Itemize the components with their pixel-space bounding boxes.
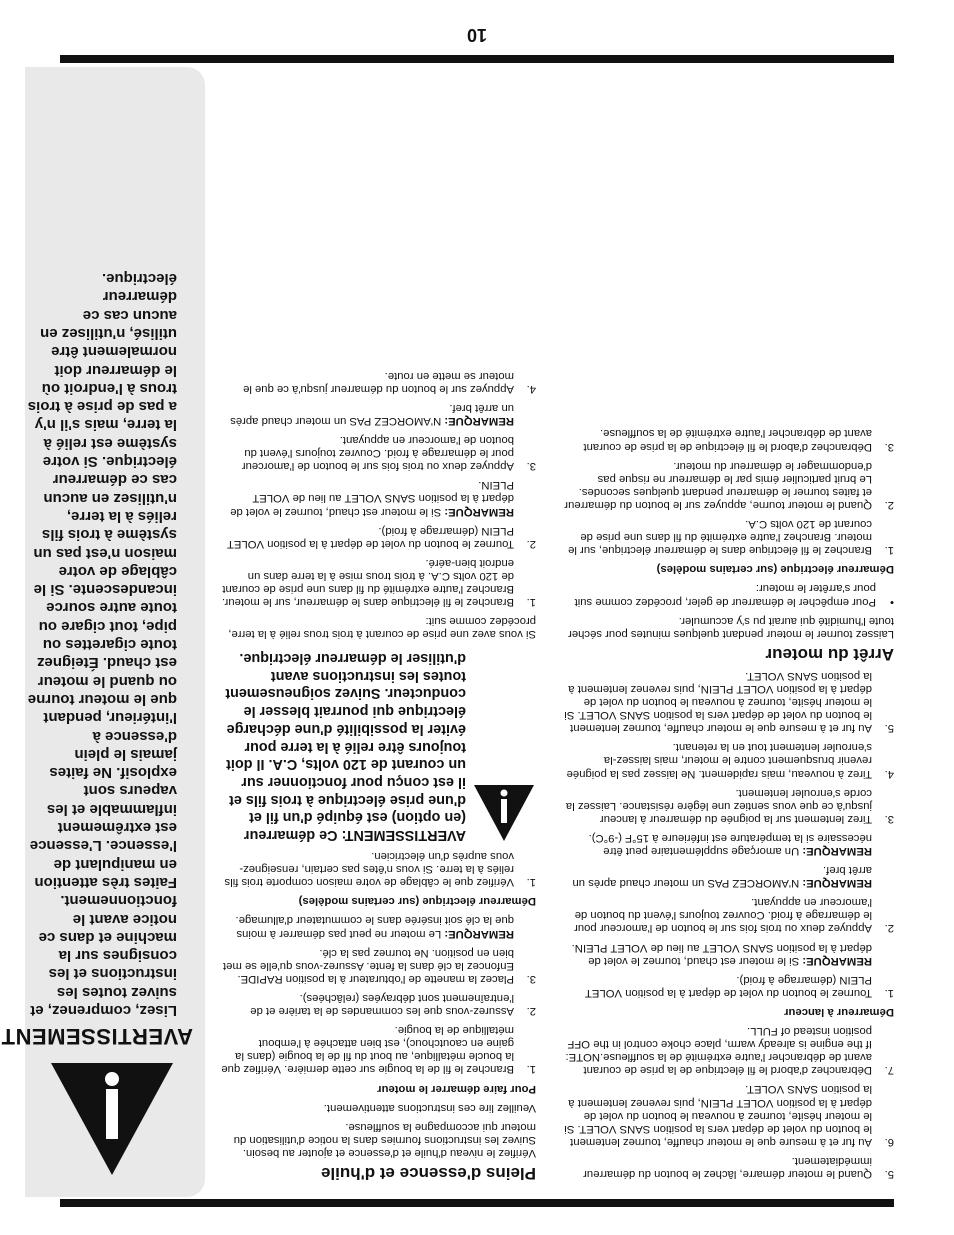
remark: REMARQUE: Si le moteur est chaud, tournez le volet de départ à la position SANS VOLET au lieu de VOLET PLEIN. [230, 479, 514, 518]
section-heading-stop: Arrêt du moteur [765, 644, 894, 664]
start-heading: Pour faire démarrer le moteur [377, 1082, 536, 1095]
list-item: 1. Branchez le fil de la bougie sur cette dernière. Vérifiez que la boucle métallique, au bout du fil de la bougie (dans la gaine en caoutchouc), est bien attachée à l'embout métallique de la bougie. [221, 1024, 536, 1076]
list-item: 4. Tirez à nouveau, mais rapidement. Ne laissez pas la poignée revenir brusquement contre le moteur, mais laissez-la s'enrouler lentement tout en la retenant. [566, 741, 894, 780]
list-item: 3. Tirez lentement sur la poignée du démarreur à lanceur jusqu'à ce que vous sentiez une légère résistance. Laissez la corde s'enrouler lentement. [565, 786, 894, 825]
list-item: 4. Appuyez sur le bouton du démarreur jusqu'à ce que le moteur se mette en route. [243, 369, 536, 395]
page-number: 10 [466, 25, 488, 45]
inline-warning: AVERTISSEMENT: Ce démarreur (en option) est équipé d'un fil et d'une prise électrique à trois fils et il est conçu pour fonctionner sur un courant de 120 volts, C.A. Il doit toujours être relié à la terre pour éviter la possibilité d'une décharge électrique qui pourrait blesser le conducteur. Suivez soigneusement toutes les instructions avant d'utiliser le démarreur électrique. [221, 648, 536, 843]
warning-triangle-icon [47, 1059, 177, 1179]
list-item: 2. Quand le moteur tourne, appuyez sur le bouton du démarreur et faites tourner le démarreur pendant quelques secondes. Le bruit particulier émis par le démarreur ne risque pas d'endommager le démarreur du moteur. [564, 459, 894, 511]
content-column-right [221, 363, 536, 1183]
content-column-left [564, 420, 894, 1180]
warning-title: AVERTISSEMENT [1, 1024, 193, 1049]
fuel-intro: Vérifiez le niveau d'huile et d'essence et ajouter au besoin. Suivez les instructions fournies dans la notice d'utilisation du moteur qui accompagne la souffleuse. [233, 1120, 536, 1159]
list-item: 6. Au fur et à mesure que le moteur chauffe, tournez lentement le bouton du volet de départ vers la position SANS VOLET. Si le moteur hésite, tournez à nouveau le bouton du volet de départ à la position VOLET PLEIN, puis revenez lentement à la position SANS VOLET. [564, 1083, 894, 1148]
list-item: 2. Assurez-vous que les commandes de la tarière et de l'entraînement sont débrayées (relâchées). [250, 991, 536, 1018]
remark: REMARQUE: Un amorçage supplémentaire peut être nécessaire si la température est inférieure à 15°F (-9°C). [588, 831, 872, 858]
bottom-rule [60, 55, 894, 63]
remark: REMARQUE: N'AMORCEZ PAS un moteur chaud après un arrêt bref. [572, 864, 872, 890]
remark: REMARQUE: Si le moteur est chaud, tournez le volet de départ à la position SANS VOLET au lieu de VOLET PLEIN. [571, 941, 872, 967]
warning-panel [1, 67, 205, 1197]
list-item: 1. Branchez le fil électrique dans le démarreur électrique, sur le moteur. Branchez l'autre extrémité du fil dans une prise de courant de 120 volts C.A. [568, 518, 894, 557]
stop-intro: Laissez tourner le moteur pendant quelques minutes pour sécher toute l'humidité qui aurait pu s'y accumuler. [568, 614, 894, 640]
ground-intro: Si vous avez une prise de courant à trois trous relié à la terre, procédez comme suit: [228, 615, 536, 641]
section-heading-fuel: Pleins d'essence et d'huile [321, 1164, 536, 1183]
remark: REMARQUE: N'AMORCEZ PAS un moteur chaud après un arrêt bref. [230, 401, 514, 427]
remark: REMARQUE: Le moteur ne peut pas démarrer à moins que la clé soit insérée dans le commutateur d'allumage. [235, 914, 514, 940]
warning-triangle-icon [472, 783, 536, 843]
recoil-starter-heading: Démarreur à lanceur [784, 1005, 894, 1018]
list-item: 2. Appuyez deux ou trois fois sur le bouton de l'amorceur pour le démarrage à froid. Couvrez toujours l'évent du bouton de l'amorceur en appuyant. [574, 896, 894, 935]
read-instructions: Veuillez lire ces instructions attentivement. [323, 1101, 536, 1114]
list-item: 3. Placez la manette de l'obturateur à la position RAPIDE. Enfoncez la clé dans la fente. Assurez-vous qu'elle se met bien en position. Ne tournez pas la clé. [222, 946, 536, 985]
list-item: 3. Appuyez deux ou trois fois sur le bouton de l'amorceur pour le démarrage à froid. Couvrez toujours l'évent du bouton de l'amorceur en appuyant. [241, 434, 536, 473]
list-item: 7. Débranchez d'abord le fil électrique de la prise de courant avant de débrancher l'autre extrémité de la souffleuse.NOTE: If the engine is already warm, place choke control in the OFF position instead of FULL. [565, 1025, 894, 1077]
electric-starter-heading: Démarreur électrique (sur certains modèles) [298, 895, 536, 908]
warning-text: Lisez, comprenez, et suivez toutes les instructions et les consignes sur la machine et dans ce notice avant le fonctionnement. Faites très attention en manipulant de l'essence. L'essence est extrêmement inflammable et les vapeurs sont explosif. Ne faites jamais le plein d'essence à l'intérieur, pendant que le moteur tourne ou quand le moteur est chaud. Éteignez toute cigarettes ou pipe, tout cigare ou toute autre source incandescente. Si le câblage de votre maison n'est pas un système à trois fils reliés à la terre, n'utilisez en aucun cas ce démarreur électrique. Si votre système est relié à la terre, mais s'il n'y a pas de prise à trois trous à l'endroit où le démarreur doit normalement être utilisé, n'utilisez en aucun cas ce démarreur électrique. [27, 270, 177, 1019]
bullet-item: • Pour empêcher le démarreur de geler, procédez comme suit pour s'arrêter le moteur: [574, 582, 894, 608]
top-rule [60, 1199, 894, 1207]
list-item: 5. Au fur et à mesure que le moteur chauffe, tournez lentement le bouton du volet de départ vers la position SANS VOLET. Si le moteur hésite, tournez à nouveau le bouton du volet de départ à la position VOLET PLEIN, puis revenez lentement à la position SANS VOLET. [564, 669, 894, 735]
list-item: 1. Vérifiez que le câblage de votre maison comporte trois fils reliés à la terre. Si vous n'êtes pas certain, renseignez-vous auprès d'un électricien. [224, 850, 536, 889]
list-item: 2. Tournez le bouton du volet de départ à la position VOLET PLEIN (démarrage à froid). [227, 524, 536, 550]
list-item: 1. Branchez le fil électrique dans le démarreur, sur le moteur. Branchez l'autre extrémité du fil dans une prise de courant de 120 volts C.A. à trois trous mise à la terre dans un endroit bien-aéré. [222, 556, 536, 609]
electric-starter-heading: Démarreur électrique (sur certains modèles) [656, 563, 894, 576]
list-item: 5. Quand le moteur démarre, lâchez le bouton du démarreur immédiatement. [583, 1154, 894, 1180]
list-item: 3. Débranchez d'abord le fil électrique de la prise de courant avant de débrancher l'autre extrémité de la souffleuse. [583, 427, 894, 453]
list-item: 1. Tournez le bouton du volet de départ à la position VOLET PLEIN (démarrage à froid). [585, 973, 894, 999]
